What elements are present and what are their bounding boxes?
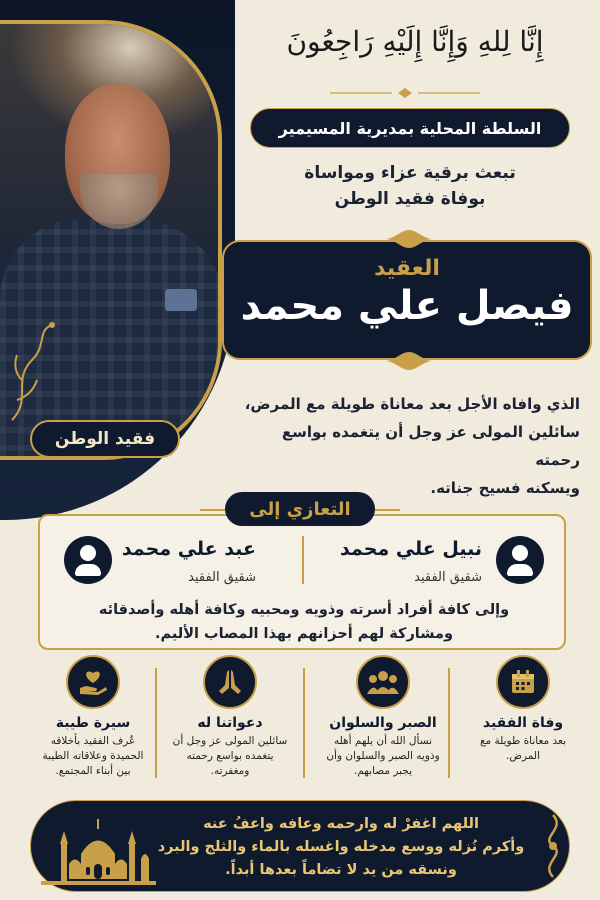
praying-hands-icon <box>203 655 257 709</box>
condolences-text: وإلى كافة أفراد أسرته وذويه ومحبيه وكافة أهله وأصدقائه ومشاركة لهم أحزانهم بهذا المصاب الأليم. <box>98 602 510 642</box>
card-ornament-icon <box>384 228 434 250</box>
feature-prayers: دعواتنا له سائلين المولى عز وجل أن يتغمده بواسع رحمته ومغفرته. <box>165 655 295 779</box>
prayer-banner <box>30 800 570 892</box>
deceased-rank: العقيد <box>374 256 440 281</box>
mosque-icon <box>41 809 156 889</box>
description-text: الذي وافاه الأجل بعد معاناة طويلة مع المرض، سائلين المولى عز وجل أن يتغمده بواسع رحمته ويسكنه فسيح جناته. <box>244 395 580 497</box>
condolences-header <box>0 492 600 528</box>
deceased-name: فيصل علي محمد <box>240 283 574 329</box>
avatar-icon <box>64 536 112 584</box>
gold-flourish-icon <box>536 811 570 881</box>
person-1: نبيل علي محمد شقيق الفقيد <box>304 536 544 596</box>
feature-reputation: سيرة طيبة عُرف الفقيد بأخلاقه الحميدة وعلاقاته الطيبة بين أبناء المجتمع. <box>28 655 158 779</box>
condolences-title: التعازي إلى <box>225 492 375 526</box>
sends-message: تبعث برقية عزاء ومواساة بوفاة فقيد الوطن <box>304 163 516 209</box>
photo-panel <box>0 0 235 520</box>
divider-ornament-icon <box>330 88 480 98</box>
condolences-box <box>38 514 566 650</box>
feature-patience: الصبر والسلوان نسأل الله أن يلهم أهله وذويه الصبر والسلوان وأن يجبر مصابهم. <box>318 655 448 779</box>
avatar-icon <box>496 536 544 584</box>
divider <box>302 536 304 584</box>
authority-title: السلطة المحلية بمديرية المسيمير <box>250 108 570 148</box>
person-2: عبد علي محمد شقيق الفقيد <box>56 536 296 596</box>
heart-hand-icon <box>66 655 120 709</box>
gold-flourish-icon <box>2 320 62 430</box>
calendar-icon <box>496 655 550 709</box>
card-ornament-icon <box>384 350 434 372</box>
quran-verse: إِنَّا لِلهِ وَإِنَّا إِلَيْهِ رَاجِعُونَ <box>286 25 544 58</box>
prayer-text: اللهم اغفرْ له وارحمه وعافه واعفُ عنه وأكرم نُزله ووسع مدخله واغسله بالماء والثلج والبرد ونسقه من يد لا تضاماً بعدها أبداً. <box>157 816 525 878</box>
deceased-name-card <box>222 240 592 360</box>
family-icon <box>356 655 410 709</box>
feature-death: وفاة الفقيد بعد معاناة طويلة مع المرض. <box>458 655 588 764</box>
photo-label: فقيد الوطن <box>30 420 180 458</box>
